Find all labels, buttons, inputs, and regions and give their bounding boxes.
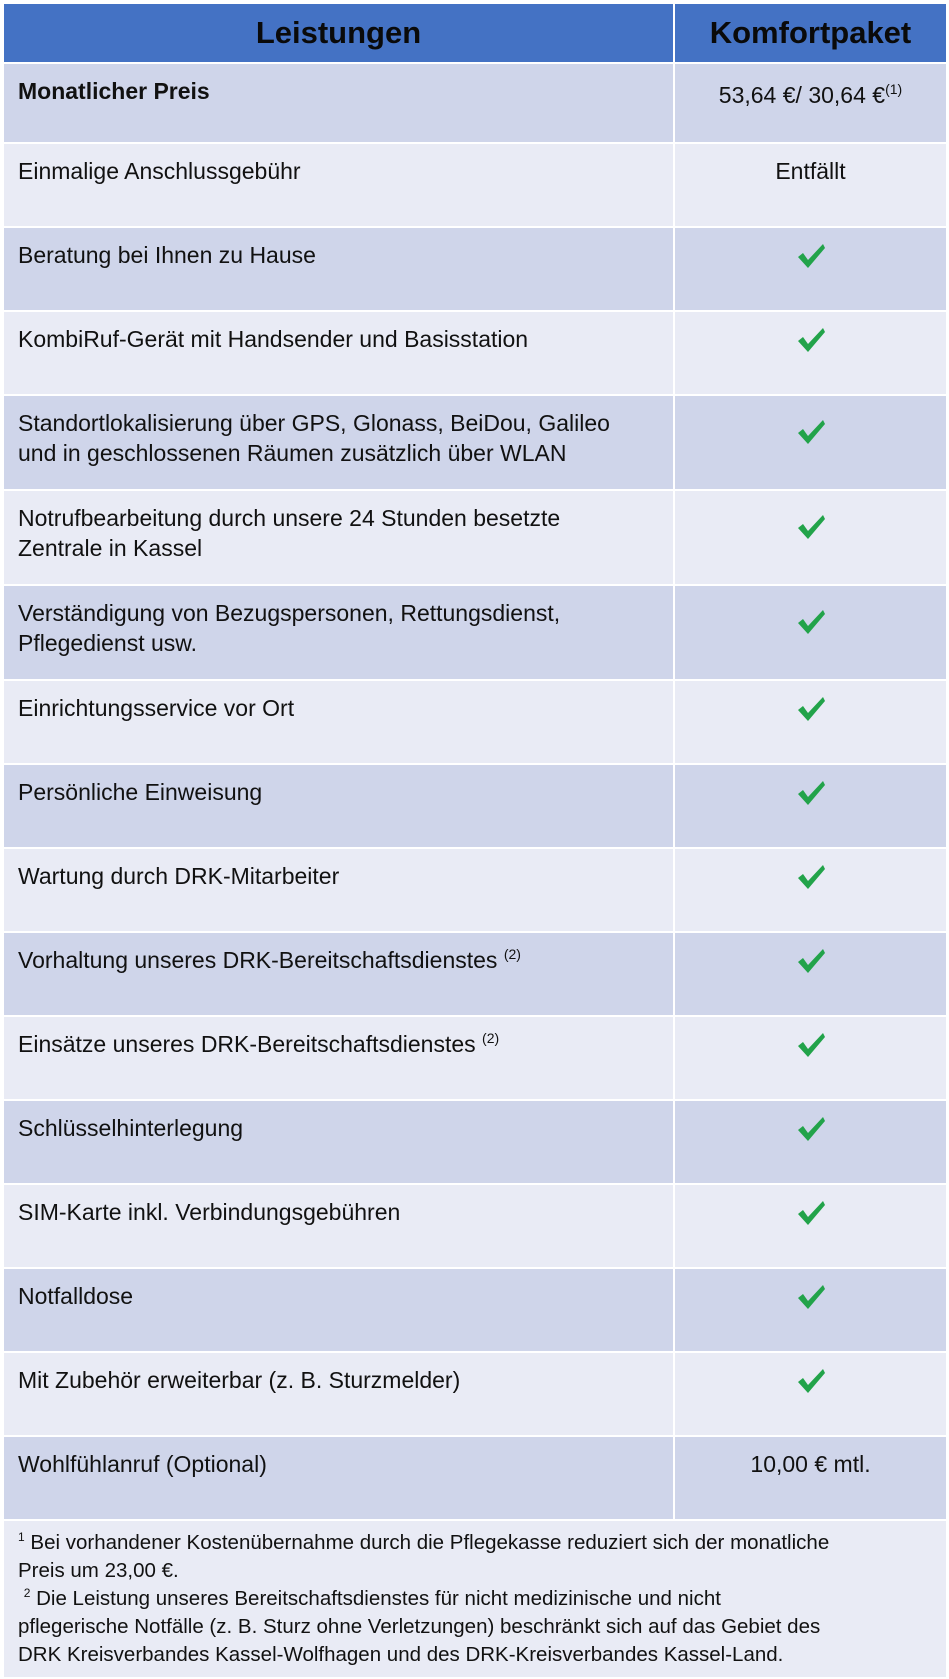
row-value: [674, 680, 947, 764]
table-row: [3, 1016, 947, 1100]
table-header: [3, 3, 947, 63]
checkmark-icon: [796, 242, 826, 270]
services-table: [2, 2, 948, 1679]
row-value: 10,00 € mtl.: [674, 1436, 947, 1520]
row-value: [674, 490, 947, 585]
table-row: [3, 143, 947, 227]
row-value: [674, 1268, 947, 1352]
table-row: [3, 1352, 947, 1436]
row-value: [674, 764, 947, 848]
footnote-1: $^1$ Bei vorhandener Kostenübernahme durch die Pflegekasse reduziert sich der monatliche Preis um 23,00 €.: [18, 1530, 830, 1582]
footnote-ref: (1): [885, 81, 903, 97]
row-label: SIM-Karte inkl. Verbindungsgebühren: [3, 1184, 674, 1268]
checkmark-icon: [796, 695, 826, 723]
footnote-2: $^2$ Die Leistung unseres Bereitschaftsdienstes für nicht medizinische und nicht pflegerische Notfälle (z. B. Sturz ohne Verletzungen) beschränkt sich auf das Gebiet des DRK Kreisverbandes Kassel-Wolfhagen und des DRK-Kreisverbandes Kassel-Land.: [18, 1586, 821, 1666]
checkmark-icon: [796, 1283, 826, 1311]
row-value: 53,64 €/ 30,64 €$^{(1)}$: [674, 63, 947, 143]
row-value: [674, 1184, 947, 1268]
checkmark-icon: [796, 418, 826, 446]
table-row: [3, 311, 947, 395]
services-table-wrapper: [2, 2, 946, 1679]
footnote-ref: (2): [503, 946, 521, 962]
row-label: Wohlfühlanruf (Optional): [3, 1436, 674, 1520]
row-value: [674, 585, 947, 680]
table-row: [3, 764, 947, 848]
row-value: [674, 1100, 947, 1184]
table-row: [3, 585, 947, 680]
table-row: [3, 395, 947, 490]
row-value: [674, 1352, 947, 1436]
table-row: [3, 848, 947, 932]
row-label: Beratung bei Ihnen zu Hause: [3, 227, 674, 311]
table-row: [3, 1436, 947, 1520]
row-value: [674, 395, 947, 490]
row-label: Notfalldose: [3, 1268, 674, 1352]
row-label: KombiRuf-Gerät mit Handsender und Basisstation: [3, 311, 674, 395]
row-label: Monatlicher Preis: [3, 63, 674, 143]
row-value: [674, 848, 947, 932]
row-value: [674, 311, 947, 395]
checkmark-icon: [796, 947, 826, 975]
header-services: Leistungen: [3, 3, 674, 63]
row-label: Standortlokalisierung über GPS, Glonass, BeiDou, Galileo und in geschlossenen Räumen zusätzlich über WLAN: [3, 395, 674, 490]
row-label: Mit Zubehör erweiterbar (z. B. Sturzmelder): [3, 1352, 674, 1436]
row-value: [674, 1016, 947, 1100]
checkmark-icon: [796, 1367, 826, 1395]
table-row: [3, 227, 947, 311]
row-label: Persönliche Einweisung: [3, 764, 674, 848]
table-row: [3, 63, 947, 143]
row-label: Notrufbearbeitung durch unsere 24 Stunden besetzte Zentrale in Kassel: [3, 490, 674, 585]
table-row: [3, 1268, 947, 1352]
checkmark-icon: [796, 863, 826, 891]
row-label: Vorhaltung unseres DRK-Bereitschaftsdienstes $^{(2)}$: [3, 932, 674, 1016]
row-label: Einsätze unseres DRK-Bereitschaftsdienstes $^{(2)}$: [3, 1016, 674, 1100]
footnotes: [3, 1520, 947, 1678]
footnotes-row: [3, 1520, 947, 1678]
checkmark-icon: [796, 1031, 826, 1059]
row-label: Einrichtungsservice vor Ort: [3, 680, 674, 764]
row-value: Entfällt: [674, 143, 947, 227]
header-package: Komfortpaket: [674, 3, 947, 63]
checkmark-icon: [796, 608, 826, 636]
checkmark-icon: [796, 1115, 826, 1143]
row-value: [674, 932, 947, 1016]
checkmark-icon: [796, 1199, 826, 1227]
table-row: [3, 1100, 947, 1184]
row-label: Wartung durch DRK-Mitarbeiter: [3, 848, 674, 932]
row-value: [674, 227, 947, 311]
row-label: Verständigung von Bezugspersonen, Rettungsdienst, Pflegedienst usw.: [3, 585, 674, 680]
table-row: [3, 932, 947, 1016]
row-label: Einmalige Anschlussgebühr: [3, 143, 674, 227]
checkmark-icon: [796, 326, 826, 354]
footnote-ref: (2): [482, 1030, 500, 1046]
checkmark-icon: [796, 779, 826, 807]
table-row: [3, 1184, 947, 1268]
row-label: Schlüsselhinterlegung: [3, 1100, 674, 1184]
table-row: [3, 490, 947, 585]
checkmark-icon: [796, 513, 826, 541]
table-row: [3, 680, 947, 764]
